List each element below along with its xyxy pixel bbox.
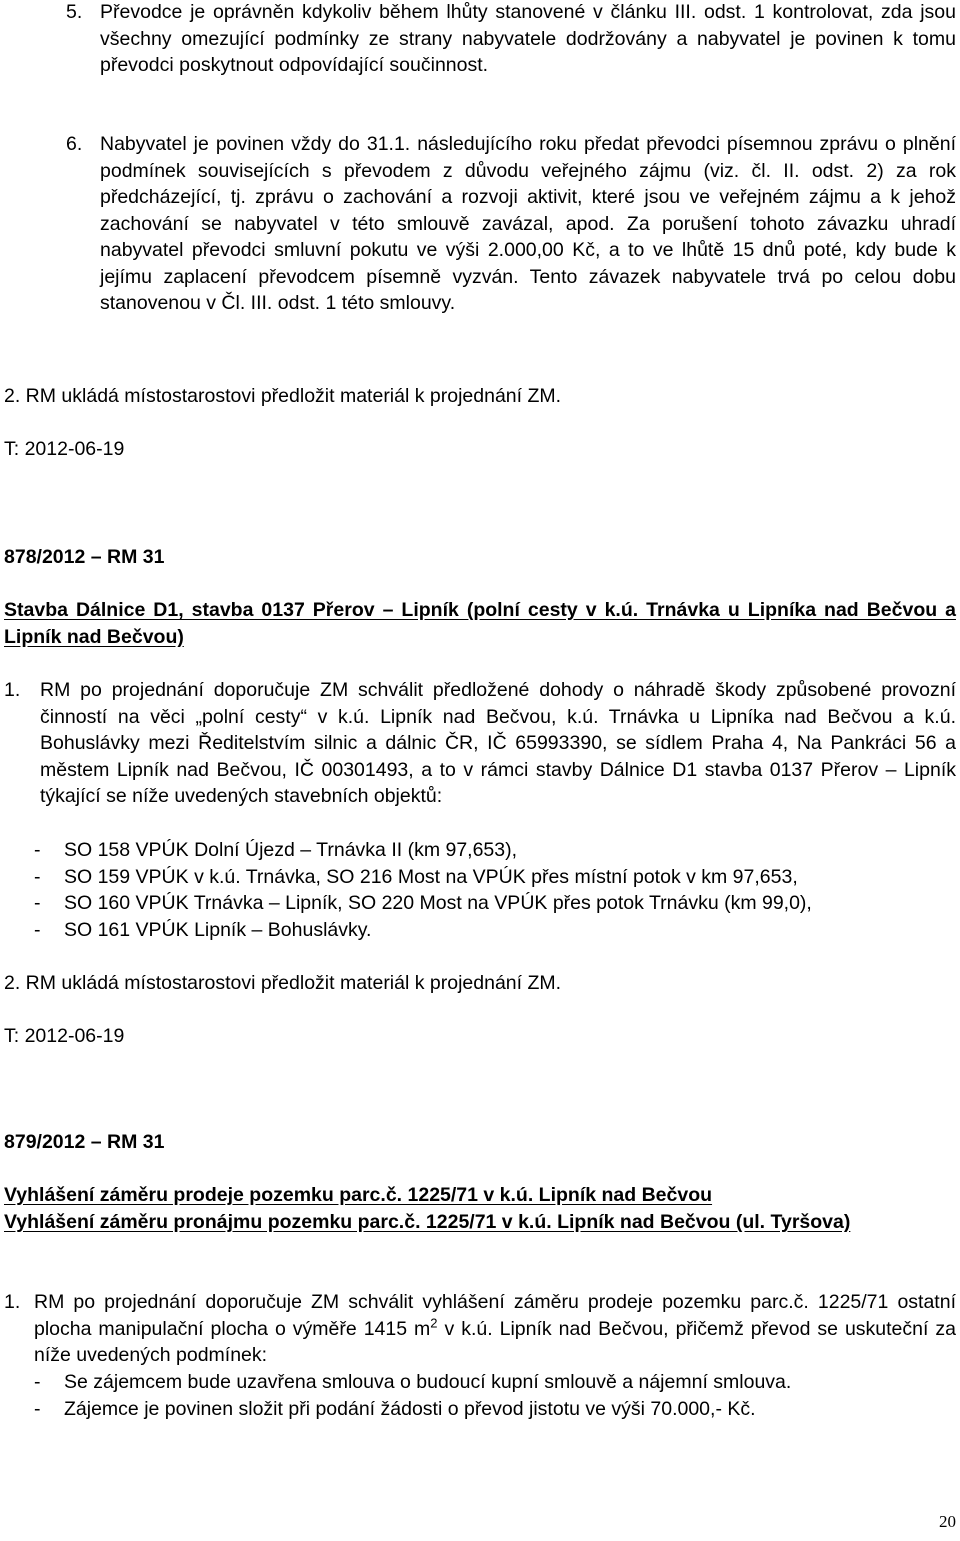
item-text: RM po projednání doporučuje ZM schválit předložené dohody o náhradě škody způsobené provozní činností na věci „polní cesty“ v k.ú. Lipník nad Bečvou, k.ú. Trnávka u Lipníka nad Bečvou a k.ú. Bohuslávky mezi Ředitelstvím silnic a dálnic ČR, IČ 65993390, se sídlem Praha 4, Na Pankráci 56 a městem Lipník nad Bečvou, IČ 00301493, a to v rámci stavby Dálnice D1 stavba 0137 Přerov – Lipník týkající se níže uvedených stavebních objektů: <box>40 679 956 807</box>
list-item: - Zájemce je povinen složit při podání žádosti o převod jistotu ve výši 70.000,- Kč. <box>34 1396 956 1423</box>
list-item <box>66 131 956 317</box>
resolution-item: 2. RM ukládá místostarostovi předložit materiál k projednání ZM. <box>4 385 562 407</box>
resolution-number: 879/2012 – RM 31 <box>4 1131 165 1153</box>
list-item <box>66 0 956 79</box>
item-number: 5. <box>66 1 83 23</box>
list-item: - Se zájemcem bude uzavřena smlouva o budoucí kupní smlouvě a nájemní smlouva. <box>34 1369 956 1396</box>
item-text <box>34 1289 956 1369</box>
deadline: T: 2012-06-19 <box>4 438 125 460</box>
list-item: - SO 160 VPÚK Trnávka – Lipník, SO 220 Most na VPÚK přes potok Trnávku (km 99,0), <box>34 890 956 917</box>
item-number: 1. <box>4 679 21 701</box>
resolution-title: Vyhlášení záměru prodeje pozemku parc.č. 1225/71 v k.ú. Lipník nad Bečvou <box>4 1184 713 1206</box>
list-item: - SO 158 VPÚK Dolní Újezd – Trnávka II (km 97,653), <box>34 837 956 864</box>
conditions-list <box>34 1369 956 1422</box>
list-item: - SO 161 VPÚK Lipník – Bohuslávky. <box>34 917 956 944</box>
list-item: - SO 159 VPÚK v k.ú. Trnávka, SO 216 Most na VPÚK přes místní potok v km 97,653, <box>34 864 956 891</box>
item-text: Převodce je oprávněn kdykoliv během lhůty stanovené v článku III. odst. 1 kontrolovat, zda jsou všechny omezující podmínky ze strany nabyvatele dodržovány a nabyvatel je povinen k tomu převodci poskytnout odpovídající součinnost. <box>100 1 956 76</box>
resolution-title: Vyhlášení záměru pronájmu pozemku parc.č. 1225/71 v k.ú. Lipník nad Bečvou (ul. Tyršova) <box>4 1211 851 1233</box>
resolution-item <box>4 1289 956 1369</box>
object-list <box>34 837 956 943</box>
item-text: Nabyvatel je povinen vždy do 31.1. následujícího roku předat převodci písemnou zprávu o plnění podmínek souvisejících s převodem z důvodu veřejného zájmu (viz. čl. II. odst. 2) za rok předcházející, tj. zprávu o zachování a rozvoji aktivit, které jsou ve veřejném zájmu a k jehož zachování se nabyvatel v této smlouvě zavázal, apod. Za porušení tohoto závazku uhradí nabyvatel převodci smluvní pokutu ve výši 2.000,00 Kč, a to ve lhůtě 15 dnů poté, kdy bude k jejímu zaplacení převodcem písemně vyzván. Tento závazek nabyvatele trvá po celou dobu stanovenou v Čl. III. odst. 1 této smlouvy. <box>100 133 956 314</box>
resolution-number: 878/2012 – RM 31 <box>4 546 165 568</box>
deadline: T: 2012-06-19 <box>4 1025 125 1047</box>
item-text-part: RM po projednání doporučuje ZM schválit vyhlášení záměru prodeje pozemku parc.č. 1225/71 ostatní plocha manipulační plocha o výměře 1415 m <box>34 1291 956 1340</box>
resolution-item: 2. RM ukládá místostarostovi předložit materiál k projednání ZM. <box>4 972 562 994</box>
page-number: 20 <box>939 1511 956 1531</box>
resolution-item <box>4 677 956 810</box>
resolution-title: Stavba Dálnice D1, stavba 0137 Přerov – Lipník (polní cesty v k.ú. Trnávka u Lipníka nad Bečvou a Lipník nad Bečvou) <box>4 599 956 648</box>
superscript: 2 <box>430 1315 438 1330</box>
item-number: 6. <box>66 133 83 155</box>
item-number: 1. <box>4 1291 21 1313</box>
item-text-part: v k.ú. Lipník nad Bečvou, přičemž převod se uskuteční za níže uvedených podmínek: <box>34 1317 956 1366</box>
